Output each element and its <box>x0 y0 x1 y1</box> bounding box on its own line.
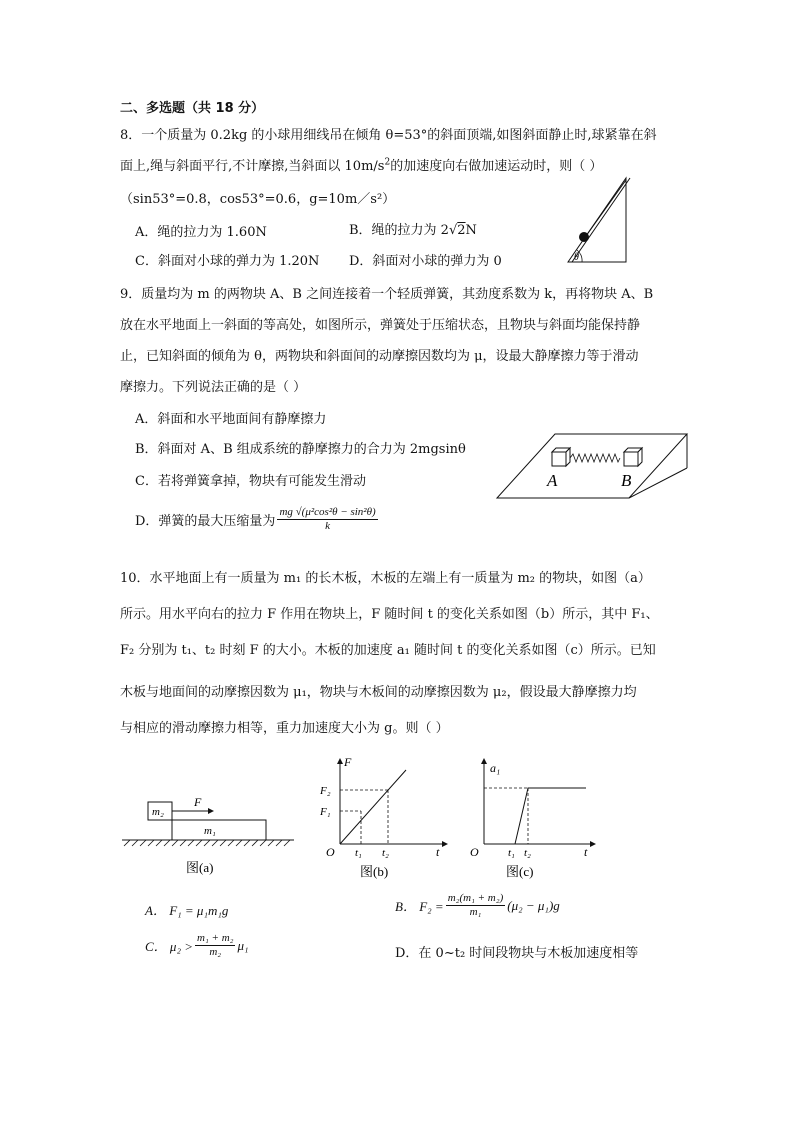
q8-option-b-sqrt: 2 <box>457 223 466 238</box>
q8-option-c[interactable]: C．斜面对小球的弹力为 1.20N <box>135 254 320 269</box>
q10-stem-line5: 与相应的滑动摩擦力相等，重力加速度大小为 g。则（ ） <box>120 721 449 736</box>
q9-stem-line4: 摩擦力。下列说法正确的是（ ） <box>120 380 307 395</box>
a1-line <box>515 788 586 844</box>
q9-option-d[interactable] <box>135 506 380 533</box>
f-line <box>340 770 406 844</box>
q8-stem-line2-sup: 2 <box>384 157 391 168</box>
q10-option-a[interactable] <box>145 900 228 919</box>
b-origin: O <box>326 845 335 859</box>
label-a: A <box>547 471 558 490</box>
b-y-tick1: F₁ <box>320 806 331 818</box>
q9-option-d-fraction <box>277 506 377 533</box>
c-x-tick1: t₁ <box>508 847 515 859</box>
spring-icon <box>570 454 620 462</box>
angle-label: θ <box>574 252 579 263</box>
q10-option-c-fraction <box>195 932 235 959</box>
q9-stem-line1: 9．质量均为 m 的两物块 A、B 之间连接着一个轻质弹簧，其劲度系数为 k，再将物块 A、B <box>120 287 654 302</box>
q8-option-b-pre: B．绳的拉力为 2 <box>349 223 449 238</box>
b-y-tick2: F₂ <box>320 785 331 797</box>
caption-c: 图(c) <box>506 864 534 879</box>
q9-option-d-denominator: k <box>325 520 330 532</box>
q10-stem-line4: 木板与地面间的动摩擦因数为 μ₁，物块与木板间的动摩擦因数为 μ₂，假设最大静摩擦力均 <box>120 685 637 700</box>
m1-label: m₁ <box>204 825 216 837</box>
q8-given: （sin53°=0.8，cos53°=0.6，g=10m／s²） <box>120 192 396 207</box>
b-x-label: t <box>436 845 440 859</box>
c-x-tick2: t₂ <box>524 847 531 859</box>
q10-option-b-post: (μ₂ − μ₁)g <box>507 897 560 913</box>
q10-option-c-post: μ₁ <box>237 937 249 953</box>
q10-option-c-denominator: m₂ <box>209 946 222 958</box>
sqrt-symbol: √ <box>448 223 458 238</box>
string-line <box>586 180 626 236</box>
q10-option-c-pre: C． μ₂ > <box>145 939 193 954</box>
q8-stem-line2 <box>120 155 602 174</box>
q10-stem-line1: 10．水平地面上有一质量为 m₁ 的长木板，木板的左端上有一质量为 m₂ 的物块，如图（a） <box>120 571 651 586</box>
q10-option-b-fraction <box>446 892 506 919</box>
q10-figure-c <box>462 752 602 880</box>
q9-option-c[interactable]: C．若将弹簧拿掉，物块有可能发生滑动 <box>135 474 366 489</box>
c-x-label: t <box>584 845 588 859</box>
q9-option-d-pre: D．弹簧的最大压缩量为 <box>135 514 276 529</box>
q9-stem-line3: 止，已知斜面的倾角为 θ，两物块和斜面间的动摩擦因数均为 μ，设最大静摩擦力等于滑动 <box>120 349 639 364</box>
q10-option-b-denominator: m₁ <box>469 906 482 918</box>
m2-label: m₂ <box>152 806 164 818</box>
q8-option-a[interactable]: A．绳的拉力为 1.60N <box>135 225 267 240</box>
b-y-label: F <box>344 755 352 769</box>
q10-option-a-text: A． F₁ = μ₁m₁g <box>145 903 229 918</box>
q10-stem-line2: 所示。用水平向右的拉力 F 作用在物块上，F 随时间 t 的变化关系如图（b）所示，其中 F₁、 <box>120 607 659 622</box>
q10-option-d[interactable]: D．在 0~t₂ 时间段物块与木板加速度相等 <box>395 946 639 961</box>
force-label: F <box>194 795 202 809</box>
slope-outline <box>497 434 687 498</box>
q9-option-b[interactable]: B．斜面对 A、B 组成系统的静摩擦力的合力为 2mgsinθ <box>135 442 466 457</box>
ball-icon <box>579 232 589 242</box>
q9-option-d-numerator: mg √(μ²cos²θ − sin²θ) <box>279 506 376 518</box>
q8-stem-line2-a: 面上,绳与斜面平行,不计摩擦,当斜面以 10m/s <box>120 159 385 174</box>
q10-option-c[interactable] <box>145 932 249 959</box>
c-origin: O <box>470 845 479 859</box>
label-b: B <box>621 471 632 490</box>
q9-slope-figure <box>495 420 695 502</box>
q10-figure-b <box>310 752 450 880</box>
ground-hatch <box>124 840 290 846</box>
q8-option-d[interactable]: D．斜面对小球的弹力为 0 <box>349 254 502 269</box>
caption-b: 图(b) <box>360 864 389 879</box>
q10-option-b[interactable] <box>395 892 560 919</box>
b-x-tick2: t₂ <box>382 847 389 859</box>
q8-incline-figure <box>560 170 640 270</box>
q9-option-a[interactable]: A．斜面和水平地面间有静摩擦力 <box>135 412 327 427</box>
q8-option-b[interactable] <box>349 219 477 238</box>
q8-stem-line1: 8．一个质量为 0.2kg 的小球用细线吊在倾角 θ=53°的斜面顶端,如图斜面静止时,球紧靠在斜 <box>120 128 657 143</box>
q10-figure-a <box>120 790 300 880</box>
q10-option-c-numerator: m₁ + m₂ <box>197 932 234 944</box>
q9-stem-line2: 放在水平地面上一斜面的等高处，如图所示，弹簧处于压缩状态，且物块与斜面均能保持静 <box>120 318 641 333</box>
q10-stem-line3: F₂ 分别为 t₁、t₂ 时刻 F 的大小。木板的加速度 a₁ 随时间 t 的变化关系如图（c）所示。已知 <box>120 643 656 658</box>
c-y-label: a₁ <box>490 761 501 775</box>
block-b <box>624 448 642 466</box>
q10-option-b-pre: B． F₂ = <box>395 899 444 914</box>
q8-stem-line2-b: 的加速度向右做加速运动时，则（ ） <box>390 159 603 174</box>
b-x-tick1: t₁ <box>355 847 362 859</box>
caption-a: 图(a) <box>186 860 214 875</box>
block-a <box>552 448 570 466</box>
q8-option-b-unit: N <box>465 223 477 238</box>
q10-option-b-numerator: m₂(m₁ + m₂) <box>447 892 504 904</box>
section-title: 二、多选题（共 18 分） <box>120 101 265 116</box>
board-m1 <box>172 820 266 840</box>
